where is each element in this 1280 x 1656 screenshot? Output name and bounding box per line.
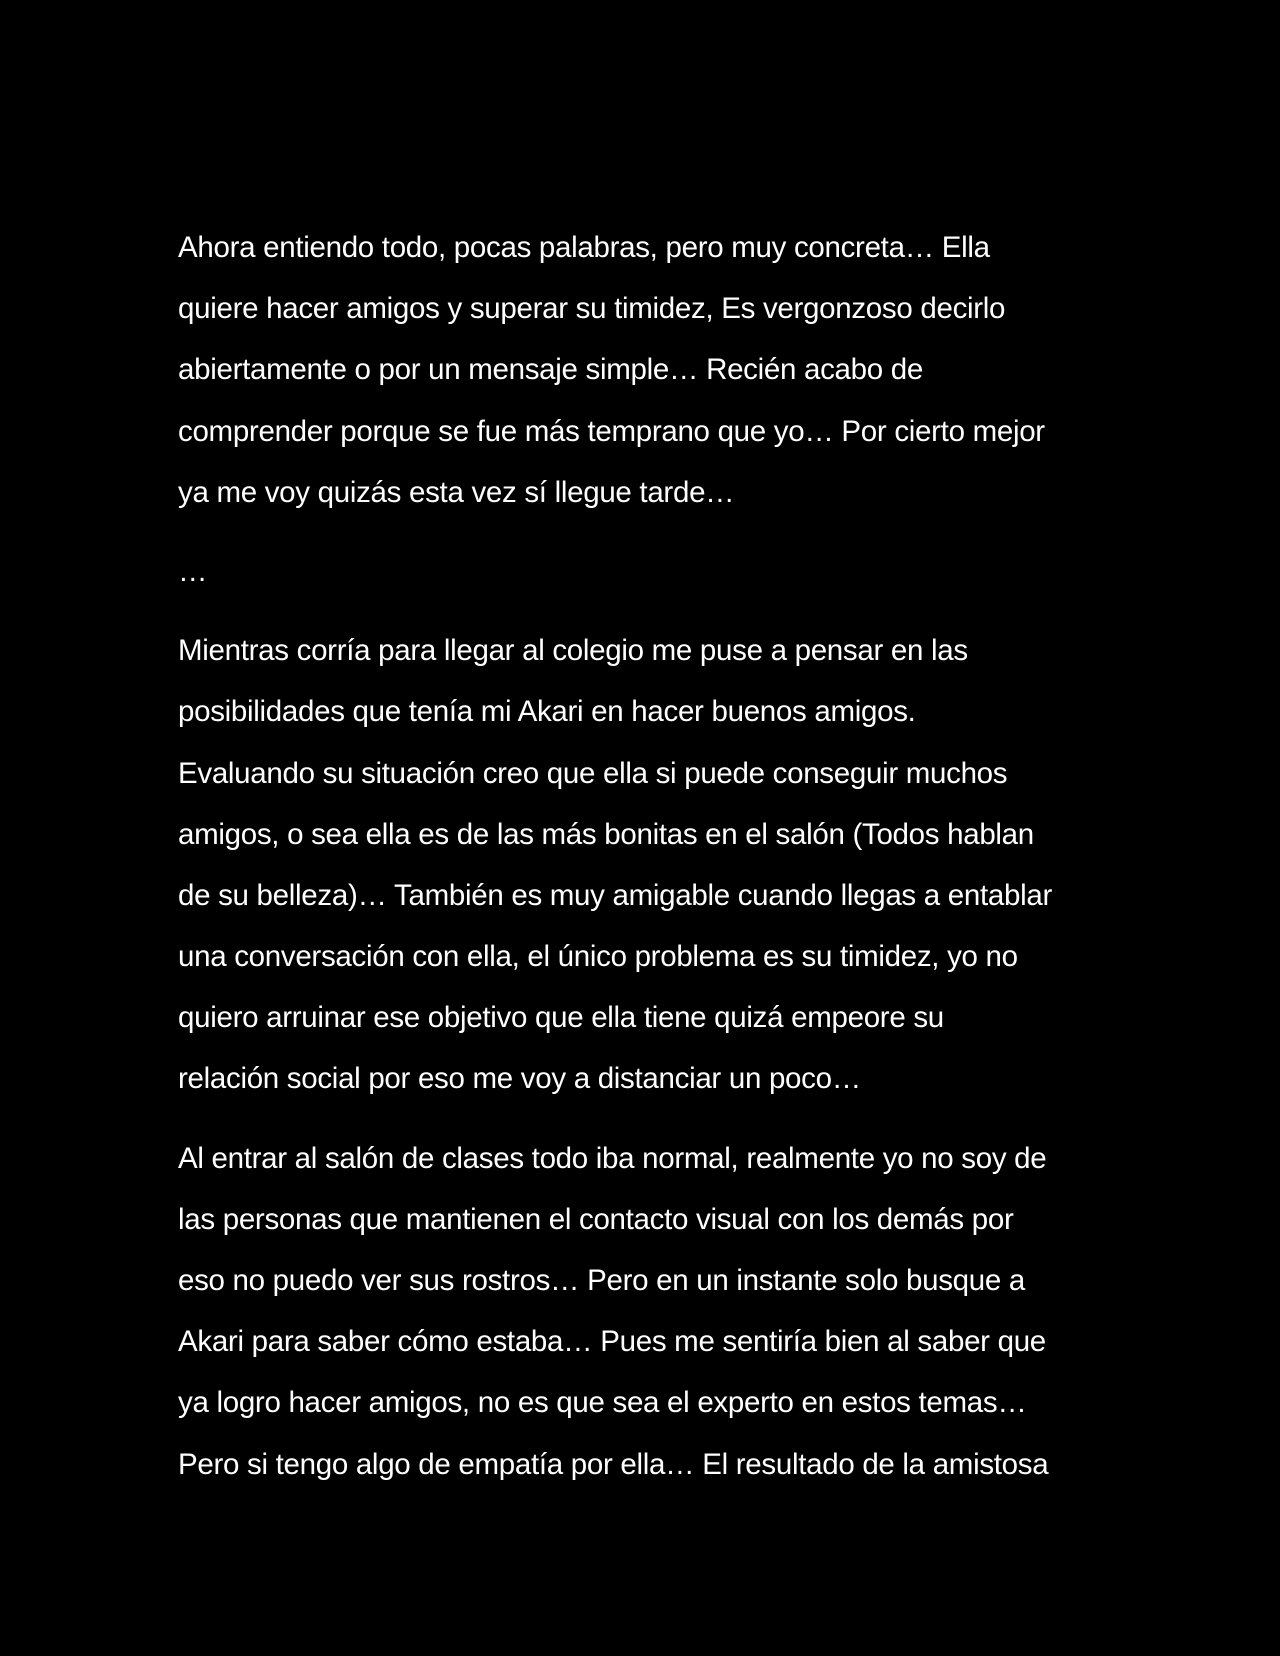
text-line: las personas que mantienen el contacto visual con los demás por	[178, 1202, 1014, 1236]
text-line: Al entrar al salón de clases todo iba normal, realmente yo no soy de	[178, 1141, 1047, 1175]
text-line: ya me voy quizás esta vez sí llegue tarde…	[178, 475, 735, 509]
paragraph-3	[178, 625, 1118, 1115]
text-line: Pero si tengo algo de empatía por ella… El resultado de la amistosa	[178, 1447, 1049, 1481]
text-line: quiero arruinar ese objetivo que ella tiene quizá empeore su	[178, 1001, 944, 1035]
paragraph-spacer	[178, 528, 1118, 546]
text-line: Mientras corría para llegar al colegio me puse a pensar en las	[178, 634, 968, 668]
text-line: comprender porque se fue más temprano que yo… Por cierto mejor	[178, 414, 1045, 448]
document-body	[178, 222, 1118, 1500]
paragraph-spacer	[178, 607, 1118, 625]
text-line: posibilidades que tenía mi Akari en hacer buenos amigos.	[178, 695, 916, 729]
text-line: Evaluando su situación creo que ella si puede conseguir muchos	[178, 756, 1008, 790]
paragraph-2	[178, 546, 1118, 607]
text-line: quiere hacer amigos y superar su timidez, Es vergonzoso decirlo	[178, 292, 1006, 326]
paragraph-4	[178, 1133, 1118, 1500]
text-line: amigos, o sea ella es de las más bonitas en el salón (Todos hablan	[178, 817, 1034, 851]
paragraph-spacer	[178, 1115, 1118, 1133]
text-line: una conversación con ella, el único problema es su timidez, yo no	[178, 940, 1018, 974]
text-line: de su belleza)… También es muy amigable cuando llegas a entablar	[178, 878, 1052, 912]
text-line: ya logro hacer amigos, no es que sea el experto en estos temas…	[178, 1386, 1027, 1420]
text-line: relación social por eso me voy a distanciar un poco…	[178, 1062, 861, 1096]
text-line: …	[178, 554, 208, 588]
text-line: Akari para saber cómo estaba… Pues me sentiría bien al saber que	[178, 1325, 1046, 1359]
text-line: eso no puedo ver sus rostros… Pero en un instante solo busque a	[178, 1264, 1025, 1297]
text-line: abiertamente o por un mensaje simple… Recién acabo de	[178, 353, 923, 387]
paragraph-1	[178, 222, 1118, 528]
text-line: Ahora entiendo todo, pocas palabras, pero muy concreta… Ella	[178, 231, 990, 264]
